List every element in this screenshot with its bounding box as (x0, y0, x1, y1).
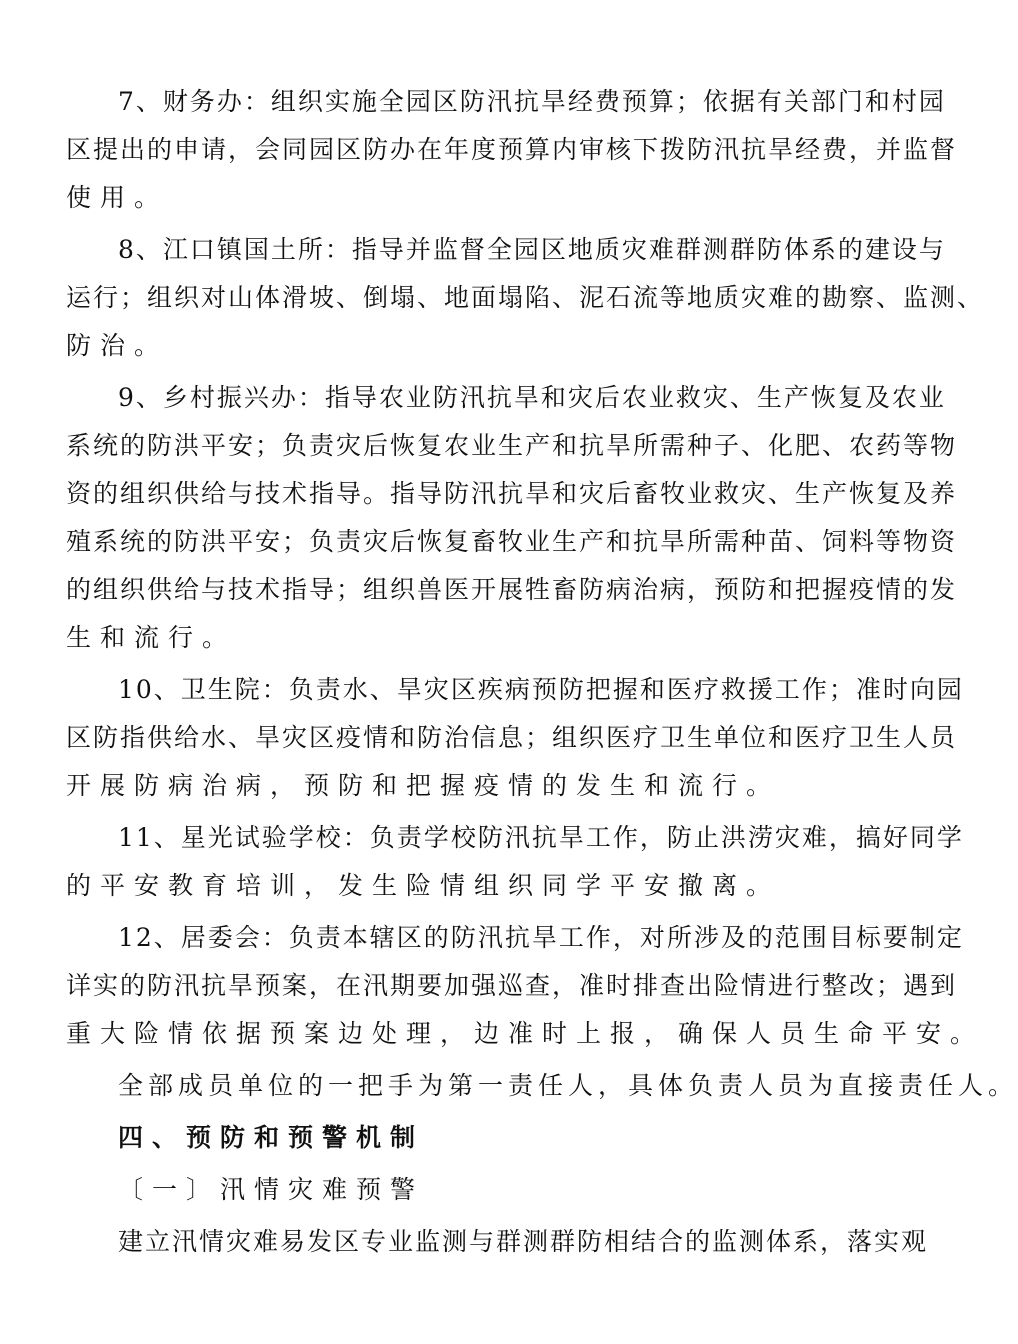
text-line: 四、预防和预警机制 (118, 1123, 425, 1152)
text-line: 防治。 (66, 331, 169, 360)
text-line: 的组织供给与技术指导；组织兽医开展牲畜防病治病，预防和把握疫情的发 (66, 575, 958, 604)
text-line: 11、星光试验学校：负责学校防汛抗旱工作，防止洪涝灾难，搞好同学 (118, 823, 964, 852)
paragraph (66, 1062, 1018, 1110)
section-heading (66, 1114, 884, 1162)
text-line: 详实的防汛抗旱预案，在汛期要加强巡查，准时排查出险情进行整改；遇到 (66, 971, 958, 1000)
paragraph (66, 1166, 884, 1214)
text-line: 8、江口镇国土所：指导并监督全园区地质灾难群测群防体系的建设与 (118, 235, 946, 264)
text-line: 生和流行。 (66, 623, 237, 652)
paragraph (66, 666, 964, 810)
paragraph (66, 914, 985, 1058)
paragraph (66, 78, 958, 222)
text-line: 区提出的申请，会同园区防办在年度预算内审核下拨防汛抗旱经费，并监督 (66, 135, 958, 164)
text-line: 重大险情依据预案边处理，边准时上报，确保人员生命平安。 (66, 1019, 985, 1048)
text-line: 7、财务办：组织实施全园区防汛抗旱经费预算；依据有关部门和村园 (118, 87, 946, 116)
text-line: 12、居委会：负责本辖区的防汛抗旱工作，对所涉及的范围目标要制定 (118, 923, 964, 952)
text-line: 殖系统的防洪平安；负责灾后恢复畜牧业生产和抗旱所需种苗、饲料等物资 (66, 527, 958, 556)
text-line: 系统的防洪平安；负责灾后恢复农业生产和抗旱所需种子、化肥、农药等物 (66, 431, 958, 460)
text-line: 运行；组织对山体滑坡、倒塌、地面塌陷、泥石流等地质灾难的勘察、监测、 (66, 283, 985, 312)
paragraph (66, 374, 958, 662)
text-line: 9、乡村振兴办：指导农业防汛抗旱和灾后农业救灾、生产恢复及农业 (118, 383, 946, 412)
text-line: 10、卫生院：负责水、旱灾区疾病预防把握和医疗救援工作；准时向园 (118, 675, 964, 704)
text-line: 使用。 (66, 183, 169, 212)
paragraph (66, 226, 985, 370)
text-line: 建立汛情灾难易发区专业监测与群测群防相结合的监测体系，落实观 (118, 1227, 929, 1256)
text-line: 的平安教育培训，发生险情组织同学平安撤离。 (66, 871, 781, 900)
text-line: 区防指供给水、旱灾区疫情和防治信息；组织医疗卫生单位和医疗卫生人员 (66, 723, 958, 752)
text-line: 开展防病治病，预防和把握疫情的发生和流行。 (66, 771, 781, 800)
document-body (66, 78, 1018, 1270)
paragraph (66, 814, 964, 910)
text-line: 全部成员单位的一把手为第一责任人，具体负责人员为直接责任人。 (118, 1071, 1018, 1100)
paragraph (66, 1218, 929, 1266)
text-line: 资的组织供给与技术指导。指导防汛抗旱和灾后畜牧业救灾、生产恢复及养 (66, 479, 958, 508)
text-line: 〔一〕汛情灾难预警 (118, 1175, 425, 1204)
